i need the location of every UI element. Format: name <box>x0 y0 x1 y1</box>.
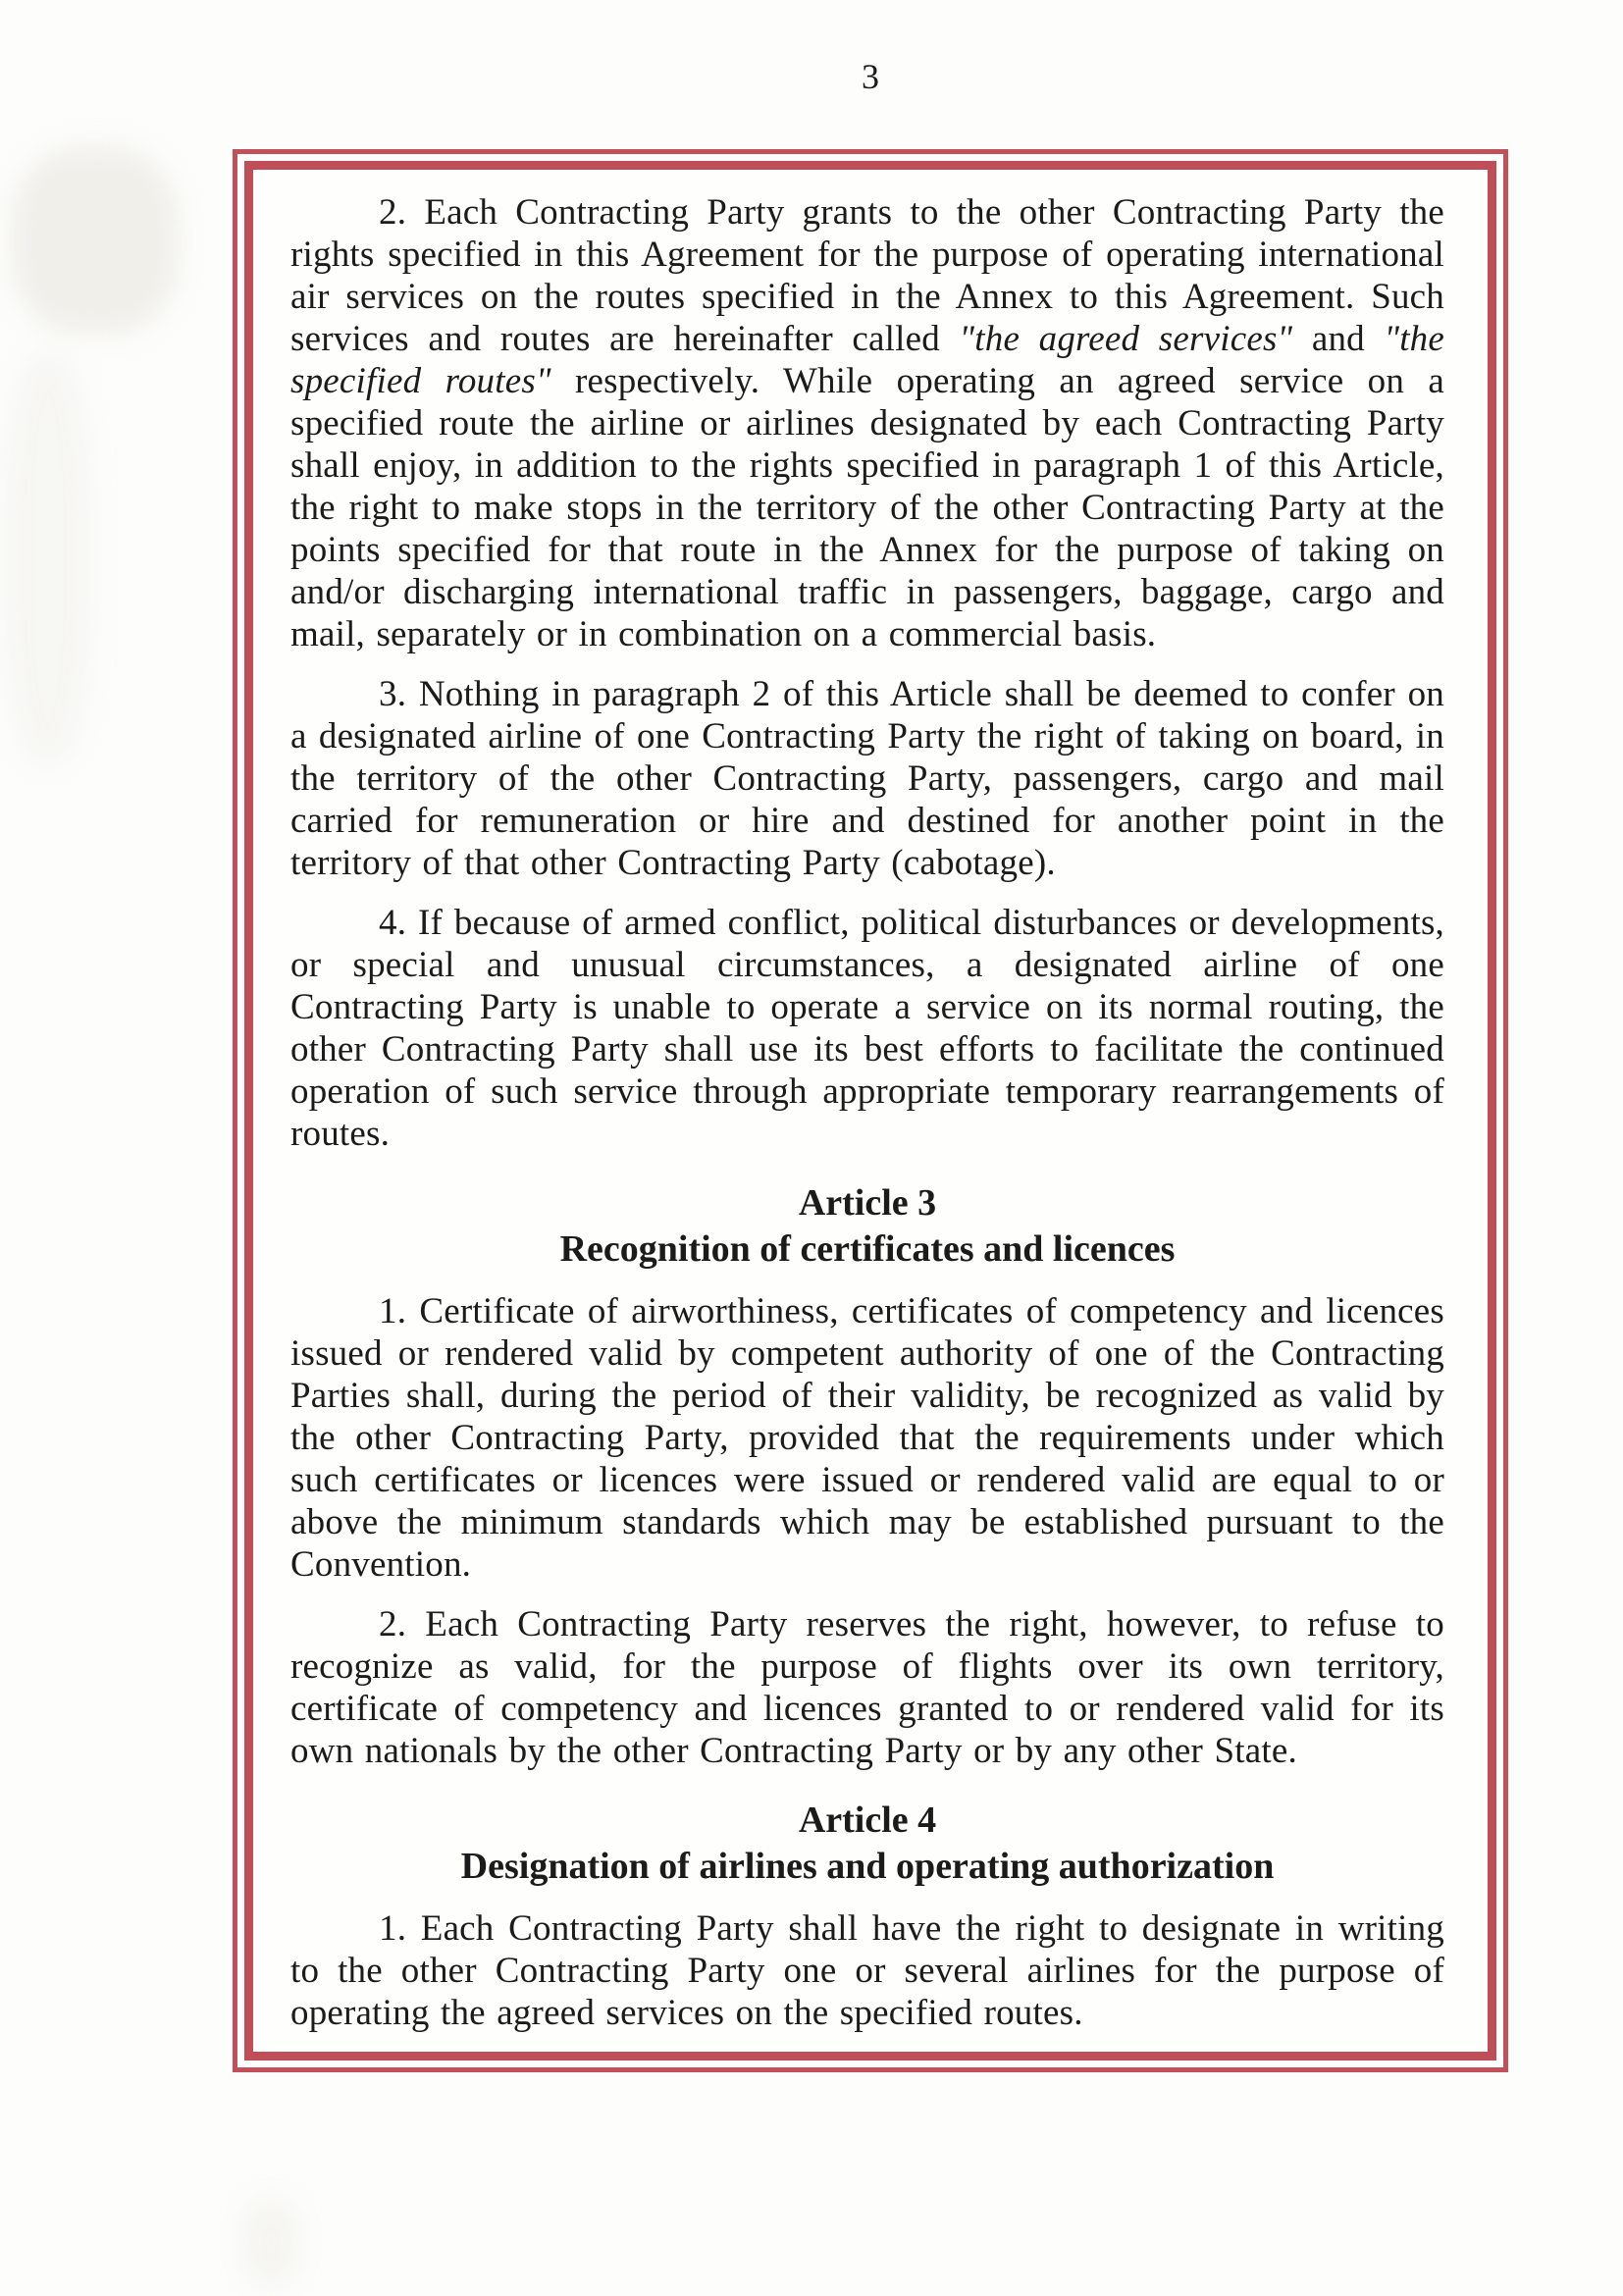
page-number: 3 <box>862 57 879 96</box>
body-text: 2. Each Contracting Party grants to the other Contracting Party the rights specified in this Agreement for the purpose of operating international air services on the routes specified in the Annex to this Agreement. Such services and routes are hereinafter called <box>290 192 1444 359</box>
italic-text: "the specified routes" <box>290 319 1444 401</box>
document-frame-outer <box>233 149 1508 2072</box>
paragraph <box>290 673 1444 884</box>
article-subheading: Designation of airlines and operating authorization <box>460 1846 1275 1887</box>
scan-smudge <box>4 353 92 765</box>
body-text: 4. If because of armed conflict, political disturbances or developments, or special and unusual circumstances, a designated airline of one Contracting Party is unable to operate a service on its normal routing, the other Contracting Party shall use its best efforts to facilitate the continued operation of such service through appropriate temporary rearrangements of routes. <box>290 903 1444 1154</box>
heading-block <box>290 1180 1444 1273</box>
paragraph <box>290 1907 1444 2034</box>
body-text: and <box>1292 319 1385 359</box>
italic-text: "the agreed services" <box>959 319 1293 359</box>
body-text: respectively. While operating an agreed service on a specified route the airline or airlines designated by each Contracting Party shall enjoy, in addition to the rights specified in paragraph 1 of this Article, the right to make stops in the territory of the other Contracting Party at the points specified for that route in the Annex for the purpose of taking on and/or discharging international traffic in passengers, baggage, cargo and mail, separately or in combination on a commercial basis. <box>290 361 1444 654</box>
scan-smudge <box>241 2198 300 2286</box>
paragraph <box>290 1290 1444 1586</box>
document-frame-inner <box>244 161 1496 2061</box>
paragraph <box>290 902 1444 1155</box>
paragraph <box>290 191 1444 655</box>
body-text: 2. Each Contracting Party reserves the right, however, to refuse to recognize as valid, for the purpose of flights over its own territory, certificate of competency and licences granted to or rendered valid for its own nationals by the other Contracting Party or by any other State. <box>290 1604 1444 1771</box>
document-body <box>290 191 1444 2034</box>
paragraph <box>290 1603 1444 1772</box>
body-text: 1. Each Contracting Party shall have the right to designate in writing to the other Contracting Party one or several airlines for the purpose of operating the agreed services on the specified routes. <box>290 1908 1444 2033</box>
body-text: 1. Certificate of airworthiness, certificates of competency and licences issued or rendered valid by competent authority of one of the Contracting Parties shall, during the period of their validity, be recognized as valid by the other Contracting Party, provided that the requirements under which such certificates or licences were issued or rendered valid are equal to or above the minimum standards which may be established pursuant to the Convention. <box>290 1291 1444 1585</box>
body-text: 3. Nothing in paragraph 2 of this Article shall be deemed to confer on a designated airline of one Contracting Party the right of taking on board, in the territory of the other Contracting Party, passengers, cargo and mail carried for remuneration or hire and destined for another point in the territory of that other Contracting Party (cabotage). <box>290 674 1444 883</box>
article-heading: Article 3 <box>798 1182 937 1224</box>
heading-block <box>290 1798 1444 1890</box>
scan-smudge <box>12 147 179 334</box>
article-heading: Article 4 <box>798 1800 937 1841</box>
article-subheading: Recognition of certificates and licences <box>559 1228 1176 1270</box>
